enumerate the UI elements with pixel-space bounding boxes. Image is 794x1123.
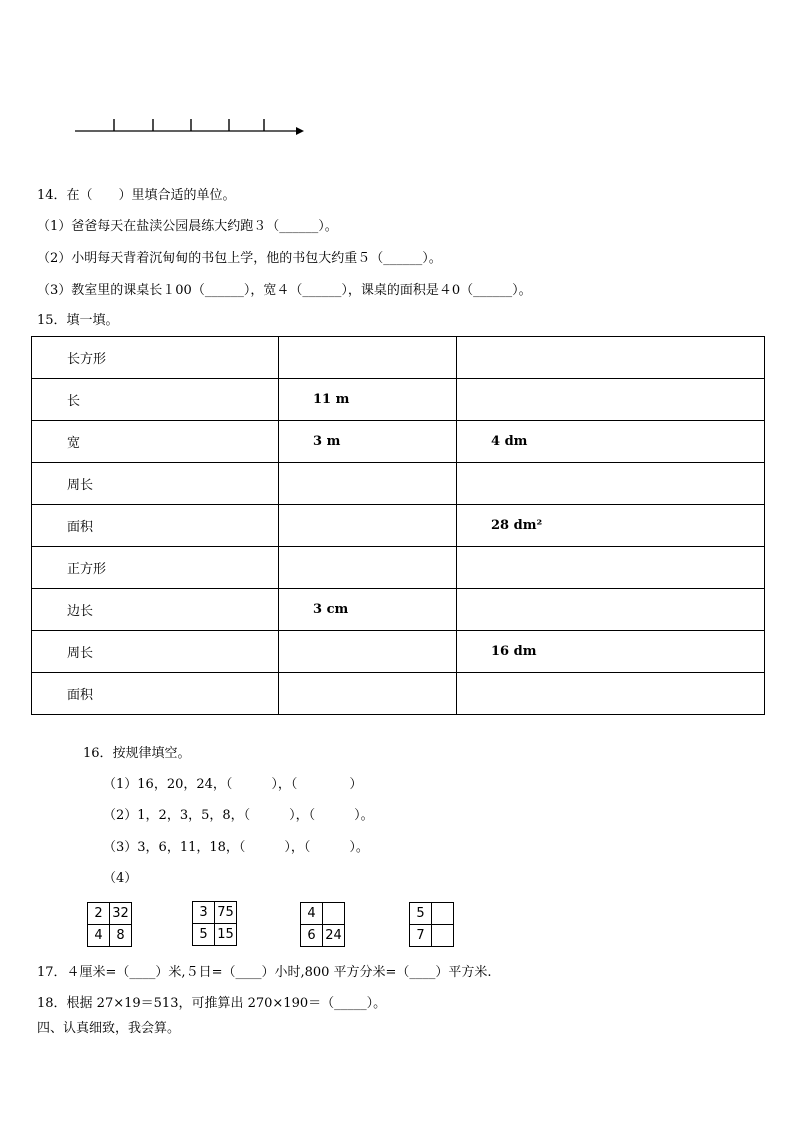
table-cell[interactable] <box>457 463 765 505</box>
table-row <box>32 547 765 589</box>
table-row <box>32 463 765 505</box>
q16-grid-3 <box>300 902 345 947</box>
grid-cell: 5 <box>193 924 215 946</box>
table-row <box>32 337 765 379</box>
grid-cell: 2 <box>88 903 110 925</box>
table-cell: 周长 <box>32 463 279 505</box>
table-cell: 边长 <box>32 589 279 631</box>
q16-item-4: （4） <box>103 871 138 886</box>
table-cell: 28 dm² <box>457 505 765 547</box>
grid-cell: 75 <box>215 902 237 924</box>
table-cell: 长方形 <box>32 337 279 379</box>
grid-cell: 4 <box>301 903 323 925</box>
table-cell[interactable] <box>279 463 457 505</box>
number-line <box>0 0 794 160</box>
table-cell: 4 dm <box>457 421 765 463</box>
q14-item-2: （2）小明每天背着沉甸甸的书包上学，他的书包大约重５（______）。 <box>37 251 442 266</box>
table-cell[interactable] <box>457 673 765 715</box>
q14-title: 14．在（ ）里填合适的单位。 <box>37 188 236 203</box>
table-cell[interactable] <box>279 547 457 589</box>
q17-text: 17．４厘米=（____）米,５日=（____）小时,800 平方分米=（____）平方米. <box>37 965 492 980</box>
table-row <box>32 505 765 547</box>
table-cell[interactable] <box>457 337 765 379</box>
table-cell: 周长 <box>32 631 279 673</box>
table-cell: 16 dm <box>457 631 765 673</box>
table-cell: 面积 <box>32 505 279 547</box>
grid-cell: 6 <box>301 925 323 947</box>
section4-title: 四、认真细致，我会算。 <box>37 1021 181 1036</box>
grid-cell[interactable] <box>432 903 454 925</box>
grid-cell: 15 <box>215 924 237 946</box>
q16-grid-2 <box>192 901 237 946</box>
grid-cell: 24 <box>323 925 345 947</box>
grid-cell: 3 <box>193 902 215 924</box>
table-cell[interactable] <box>457 547 765 589</box>
grid-cell[interactable] <box>432 925 454 947</box>
table-cell[interactable] <box>279 505 457 547</box>
q16-item-2: （2）1，2，3，5，8，（ ），（ ）。 <box>103 808 374 823</box>
grid-cell: 32 <box>110 903 132 925</box>
q16-item-1: （1）16，20，24，（ ），（ ） <box>103 777 363 792</box>
table-cell[interactable] <box>457 589 765 631</box>
q14-item-1: （1）爸爸每天在盐渎公园晨练大约跑３（______）。 <box>37 219 338 234</box>
grid-cell[interactable] <box>323 903 345 925</box>
table-cell[interactable] <box>279 673 457 715</box>
table-cell[interactable] <box>279 631 457 673</box>
number-line-arrow <box>296 127 304 135</box>
table-cell: 3 cm <box>279 589 457 631</box>
table-cell: 3 m <box>279 421 457 463</box>
table-row <box>32 589 765 631</box>
table-cell: 面积 <box>32 673 279 715</box>
table-cell: 宽 <box>32 421 279 463</box>
table-row <box>32 673 765 715</box>
table-cell[interactable] <box>279 337 457 379</box>
q16-item-3: （3）3，6，11，18，（ ），（ ）。 <box>103 840 369 855</box>
grid-cell: 5 <box>410 903 432 925</box>
table-row <box>32 631 765 673</box>
table-cell[interactable] <box>457 379 765 421</box>
table-row <box>32 379 765 421</box>
q15-title: 15．填一填。 <box>37 313 119 328</box>
table-cell: 11 m <box>279 379 457 421</box>
q18-text: 18．根据 27×19＝513，可推算出 270×190＝（_____）。 <box>37 996 387 1011</box>
q14-item-3: （3）教室里的课桌长１00（______），宽４（______），课桌的面积是４0（______）。 <box>37 283 532 298</box>
grid-cell: 4 <box>88 925 110 947</box>
table-cell: 正方形 <box>32 547 279 589</box>
q16-grid-4 <box>409 902 454 947</box>
table-row <box>32 421 765 463</box>
table-cell: 长 <box>32 379 279 421</box>
grid-cell: 8 <box>110 925 132 947</box>
q16-title: 16．按规律填空。 <box>83 746 191 761</box>
q15-table <box>31 336 765 715</box>
grid-cell: 7 <box>410 925 432 947</box>
q16-grid-1 <box>87 902 132 947</box>
